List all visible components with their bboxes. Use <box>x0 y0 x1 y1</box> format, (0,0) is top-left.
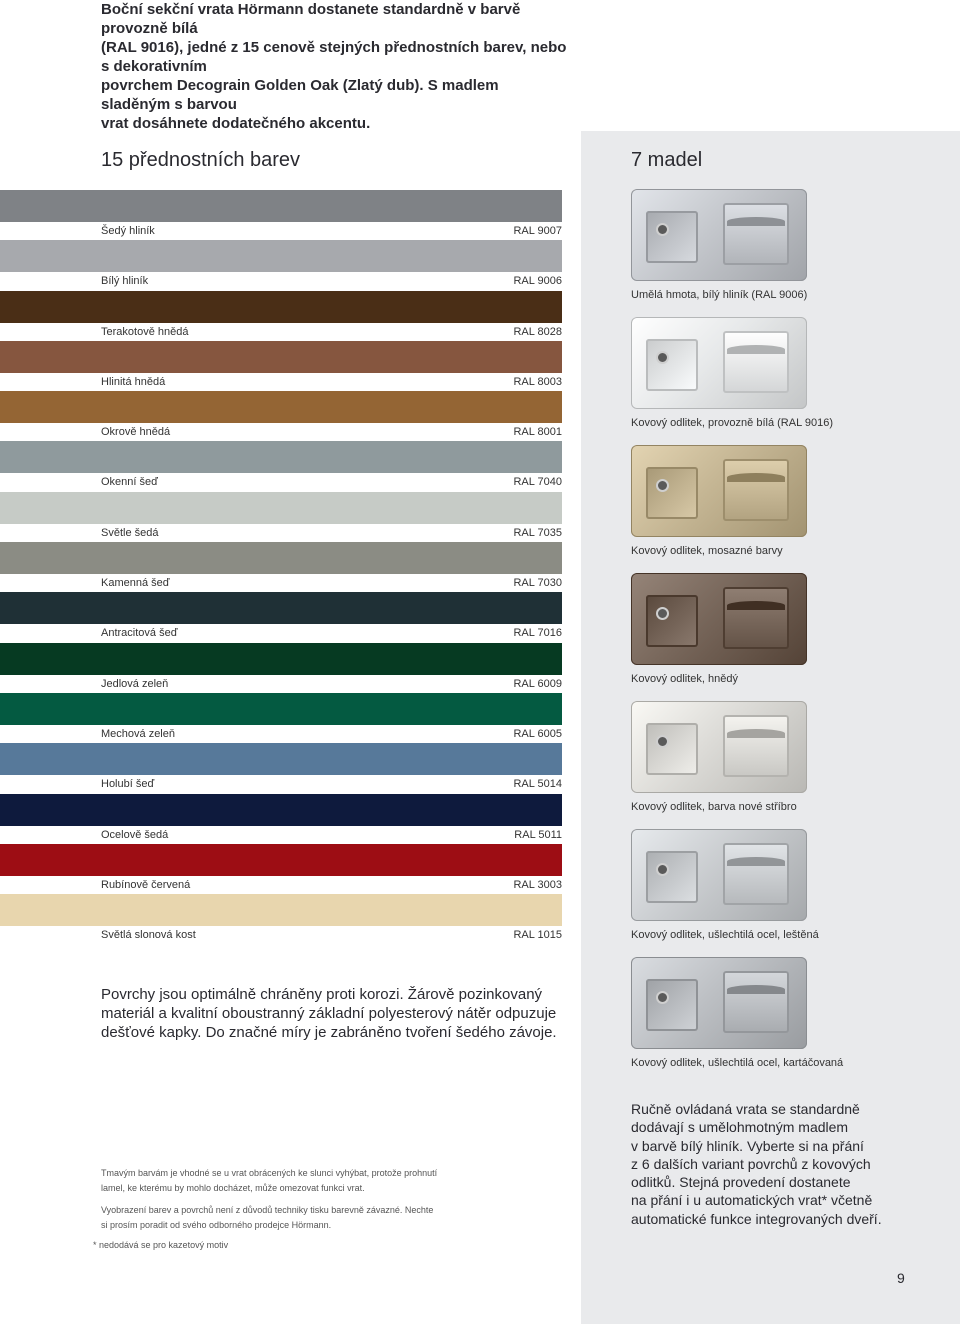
color-name: Kamenná šeď <box>101 577 170 590</box>
color-name: Hlinitá hnědá <box>101 375 166 388</box>
color-name: Antracitová šeď <box>101 627 178 640</box>
color-code: RAL 8003 <box>513 375 562 388</box>
color-name: Terakotově hnědá <box>101 325 189 338</box>
color-swatch <box>0 341 562 373</box>
keyhole-icon <box>656 991 669 1004</box>
handle-item <box>631 189 911 317</box>
colors-heading: 15 přednostních barev <box>101 149 301 171</box>
surface-description: Povrchy jsou optimálně chráněny proti korozi. Žárově pozinkovaný materiál a kvalitní oboustranný základní polyesterový nátěr odpuzuje dešťové kapky. Do značné míry je zabráněno tvoření šedého závoje. <box>101 986 557 1041</box>
color-swatch <box>0 190 562 222</box>
color-swatch-row <box>0 391 562 441</box>
color-code: RAL 7016 <box>513 627 562 640</box>
color-swatch <box>0 391 562 423</box>
color-code: RAL 8001 <box>513 426 562 439</box>
keyhole-icon <box>656 351 669 364</box>
color-name: Mechová zeleň <box>101 727 175 740</box>
handle-image <box>631 829 807 921</box>
color-code: RAL 5011 <box>514 828 562 841</box>
color-swatch-row <box>0 844 562 894</box>
handle-image <box>631 445 807 537</box>
color-code: RAL 7035 <box>513 526 562 539</box>
handle-image <box>631 701 807 793</box>
handle-label: Kovový odlitek, barva nové stříbro <box>631 801 797 813</box>
color-name: Okrově hnědá <box>101 426 171 439</box>
color-name: Světlá slonová kost <box>101 929 196 942</box>
color-swatch-row <box>0 441 562 491</box>
color-name: Holubí šeď <box>101 778 155 791</box>
handle-image <box>631 573 807 665</box>
color-swatch-row <box>0 240 562 290</box>
color-swatch-row <box>0 542 562 592</box>
handle-item <box>631 957 911 1085</box>
color-swatch-row <box>0 341 562 391</box>
color-code: RAL 3003 <box>513 878 562 891</box>
color-swatch <box>0 441 562 473</box>
color-swatch <box>0 844 562 876</box>
color-swatch-row <box>0 643 562 693</box>
color-swatch-list <box>0 190 562 944</box>
color-code: RAL 9007 <box>513 225 562 237</box>
handle-item <box>631 317 911 445</box>
color-swatch-row <box>0 592 562 642</box>
handle-label: Kovový odlitek, hnědý <box>631 673 739 685</box>
note-dark-colors: Tmavým barvám je vhodné se u vrat obrácených ke slunci vyhýbat, protože prohnutí lamel, ke kterému by mohlo docházet, může omezovat funkci vrat. <box>101 1168 438 1193</box>
color-code: RAL 9006 <box>513 275 562 288</box>
handle-label: Kovový odlitek, provozně bílá (RAL 9016) <box>631 417 833 429</box>
footnote: * nedodává se pro kazetový motiv <box>93 1240 229 1250</box>
color-swatch-row <box>0 794 562 844</box>
page-number: 9 <box>897 1270 905 1286</box>
color-name: Světle šedá <box>101 526 159 539</box>
color-name: Ocelově šedá <box>101 828 169 841</box>
color-swatch <box>0 794 562 826</box>
color-name: Okenní šeď <box>101 476 158 489</box>
color-swatch-row <box>0 492 562 542</box>
keyhole-icon <box>656 735 669 748</box>
color-swatch <box>0 240 562 272</box>
color-code: RAL 6009 <box>513 677 562 690</box>
handle-item <box>631 445 911 573</box>
color-code: RAL 5014 <box>513 778 562 791</box>
handle-label: Kovový odlitek, mosazné barvy <box>631 545 783 557</box>
color-name: Bílý hliník <box>101 275 149 288</box>
color-swatch-row <box>0 693 562 743</box>
color-swatch <box>0 592 562 624</box>
color-code: RAL 1015 <box>513 929 562 942</box>
handle-label: Kovový odlitek, ušlechtilá ocel, leštěná <box>631 929 819 941</box>
color-swatch <box>0 492 562 524</box>
color-swatch <box>0 291 562 323</box>
color-swatch <box>0 643 562 675</box>
handle-image <box>631 189 807 281</box>
handle-item <box>631 573 911 701</box>
handles-description: Ručně ovládaná vrata se standardně dodávají s umělohmotným madlem v barvě bílý hliník. Vyberte si na přání z 6 dalších variant povrchů z kovových odlitků. Stejná provedení dostanete na přání i u automatických vrat* včetně automatické funkce integrovaných dveří. <box>631 1101 882 1227</box>
handle-item <box>631 829 911 957</box>
intro-text: Boční sekční vrata Hörmann dostanete standardně v barvě provozně bílá (RAL 9016), jedné z 15 cenově stejných přednostních barev, nebo s dekorativním povrchem Decograin Golden Oak (Zlatý dub). S madlem sladěným s barvou vrat dosáhnete dodatečného akcentu. <box>101 1 567 132</box>
color-name: Jedlová zeleň <box>101 677 169 690</box>
color-swatch-row <box>0 190 562 240</box>
handle-image <box>631 957 807 1049</box>
keyhole-icon <box>656 479 669 492</box>
handle-item <box>631 701 911 829</box>
color-code: RAL 7040 <box>513 476 562 489</box>
keyhole-icon <box>656 607 669 620</box>
keyhole-icon <box>656 223 669 236</box>
color-name: Šedý hliník <box>101 225 155 237</box>
note-print-colors: Vyobrazení barev a povrchů není z důvodů techniky tisku barevně závazné. Nechte si prosím poradit od svého odborného prodejce Hörmann. <box>101 1205 434 1230</box>
keyhole-icon <box>656 863 669 876</box>
handle-label: Kovový odlitek, ušlechtilá ocel, kartáčovaná <box>631 1057 844 1069</box>
color-swatch <box>0 693 562 725</box>
color-swatch <box>0 894 562 926</box>
color-code: RAL 6005 <box>513 727 562 740</box>
color-swatch-row <box>0 894 562 944</box>
handle-image <box>631 317 807 409</box>
color-name: Rubínově červená <box>101 878 191 891</box>
handle-list <box>631 189 911 1085</box>
handles-heading: 7 madel <box>631 149 703 171</box>
color-swatch-row <box>0 291 562 341</box>
color-code: RAL 7030 <box>513 577 562 590</box>
color-code: RAL 8028 <box>513 325 562 338</box>
handle-label: Umělá hmota, bílý hliník (RAL 9006) <box>631 289 808 301</box>
color-swatch <box>0 743 562 775</box>
color-swatch <box>0 542 562 574</box>
color-swatch-row <box>0 743 562 793</box>
